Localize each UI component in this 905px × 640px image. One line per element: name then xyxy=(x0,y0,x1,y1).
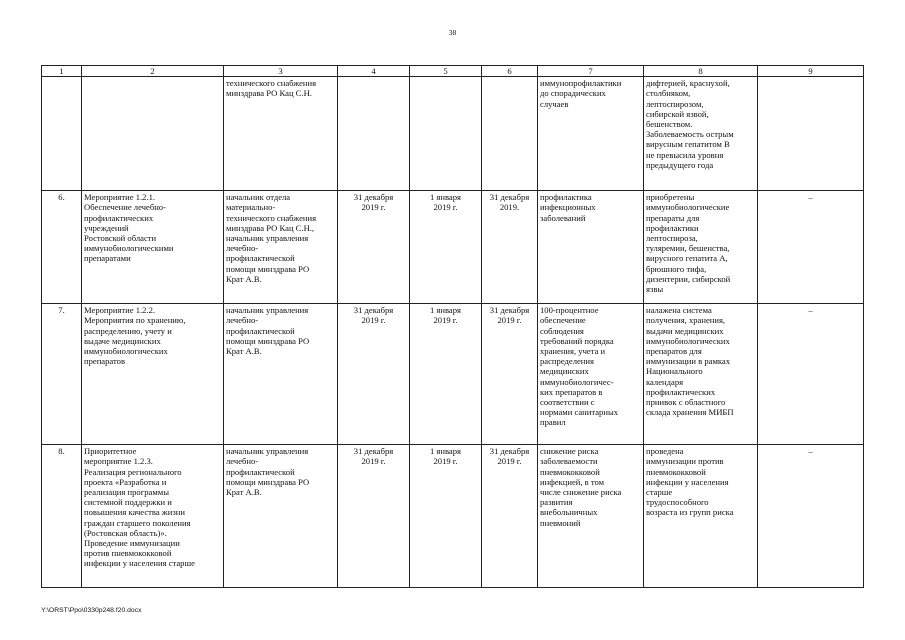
actual-end-date: 31 декабря 2019 г. xyxy=(482,304,538,445)
measure-name: Приоритетное мероприятие 1.2.3. Реализация регионального проекта «Разработка и реализация программы системной поддержки и повышения качества жизни граждан старшего поколения (Ростовская область)». Проведение иммунизации против пневмококковой инфекции у населения старше xyxy=(82,445,224,588)
column-number: 1 xyxy=(42,66,82,77)
row-number: 8. xyxy=(42,445,82,588)
report-table xyxy=(41,65,864,588)
note: – xyxy=(758,191,864,304)
executor: начальник отдела материально- технического снабжения минздрава РО Кац С.Н., начальник управления лечебно- профилактической помощи минздрава РО Крат А.В. xyxy=(224,191,338,304)
planned-result: 100-процентное обеспечение соблюдения требований порядка хранения, учета и распределения медицинских иммунобиологичес- ких препаратов в соответствии с нормами санитарных правил xyxy=(538,304,644,445)
actual-start-date: 1 января 2019 г. xyxy=(410,445,482,588)
achieved-result: дифтерией, краснухой, столбняком, лептоспирозом, сибирской язвой, бешенством. Заболеваемость острым вирусным гепатитом В не превысила уровня предыдущего года xyxy=(644,77,758,191)
actual-end-date: 31 декабря 2019. xyxy=(482,191,538,304)
actual-end-date: 31 декабря 2019 г. xyxy=(482,445,538,588)
column-number: 5 xyxy=(410,66,482,77)
table-row xyxy=(42,191,864,304)
column-number: 4 xyxy=(338,66,410,77)
executor: технического снабжения минздрава РО Кац С.Н. xyxy=(224,77,338,191)
row-number: 6. xyxy=(42,191,82,304)
column-number: 2 xyxy=(82,66,224,77)
actual-start-date: 1 января 2019 г. xyxy=(410,304,482,445)
actual-end-date xyxy=(482,77,538,191)
column-number: 9 xyxy=(758,66,864,77)
achieved-result: проведена иммунизации против пневмококковой инфекции у населения старше трудоспособного возраста из групп риска xyxy=(644,445,758,588)
column-number: 3 xyxy=(224,66,338,77)
achieved-result: приобретены иммунобиологические препараты для профилактики лептоспироза, туляремии, бешенства, вирусного гепатита А, брюшного тифа, дизентерии, сибирской язвы xyxy=(644,191,758,304)
note: – xyxy=(758,445,864,588)
measure-name: Мероприятие 1.2.2. Мероприятия по хранению, распределению, учету и выдаче медицинских иммунобиологических препаратов xyxy=(82,304,224,445)
actual-start-date: 1 января 2019 г. xyxy=(410,191,482,304)
planned-end-date xyxy=(338,77,410,191)
page-number: 38 xyxy=(448,28,457,37)
planned-result: профилактика инфекционных заболеваний xyxy=(538,191,644,304)
file-path-footer: Y:\ORST\Ppo\0330p248.f20.docx xyxy=(41,607,142,614)
column-number-row xyxy=(42,66,864,77)
planned-result: иммунопрофилактики до спорадических случаев xyxy=(538,77,644,191)
column-number: 7 xyxy=(538,66,644,77)
column-number: 8 xyxy=(644,66,758,77)
note xyxy=(758,77,864,191)
actual-start-date xyxy=(410,77,482,191)
executor: начальник управления лечебно- профилактической помощи минздрава РО Крат А.В. xyxy=(224,304,338,445)
column-number: 6 xyxy=(482,66,538,77)
measure-name: Мероприятие 1.2.1. Обеспечение лечебно- профилактических учреждений Ростовской области иммунобиологическими препаратами xyxy=(82,191,224,304)
measure-name xyxy=(82,77,224,191)
planned-end-date: 31 декабря 2019 г. xyxy=(338,191,410,304)
planned-result: снижение риска заболеваемости пневмококковой инфекцией, в том числе снижение риска развития внебольничных пневмоний xyxy=(538,445,644,588)
note: – xyxy=(758,304,864,445)
table-row xyxy=(42,77,864,191)
table-row xyxy=(42,445,864,588)
achieved-result: налажена система получения, хранения, выдачи медицинских иммунобиологических препаратов для иммунизации в рамках Национального календаря профилактических приивок с областного склада хранения МИБП xyxy=(644,304,758,445)
row-number xyxy=(42,77,82,191)
executor: начальник управления лечебно- профилактической помощи минздрава РО Крат А.В. xyxy=(224,445,338,588)
planned-end-date: 31 декабря 2019 г. xyxy=(338,304,410,445)
row-number: 7. xyxy=(42,304,82,445)
planned-end-date: 31 декабря 2019 г. xyxy=(338,445,410,588)
table-row xyxy=(42,304,864,445)
